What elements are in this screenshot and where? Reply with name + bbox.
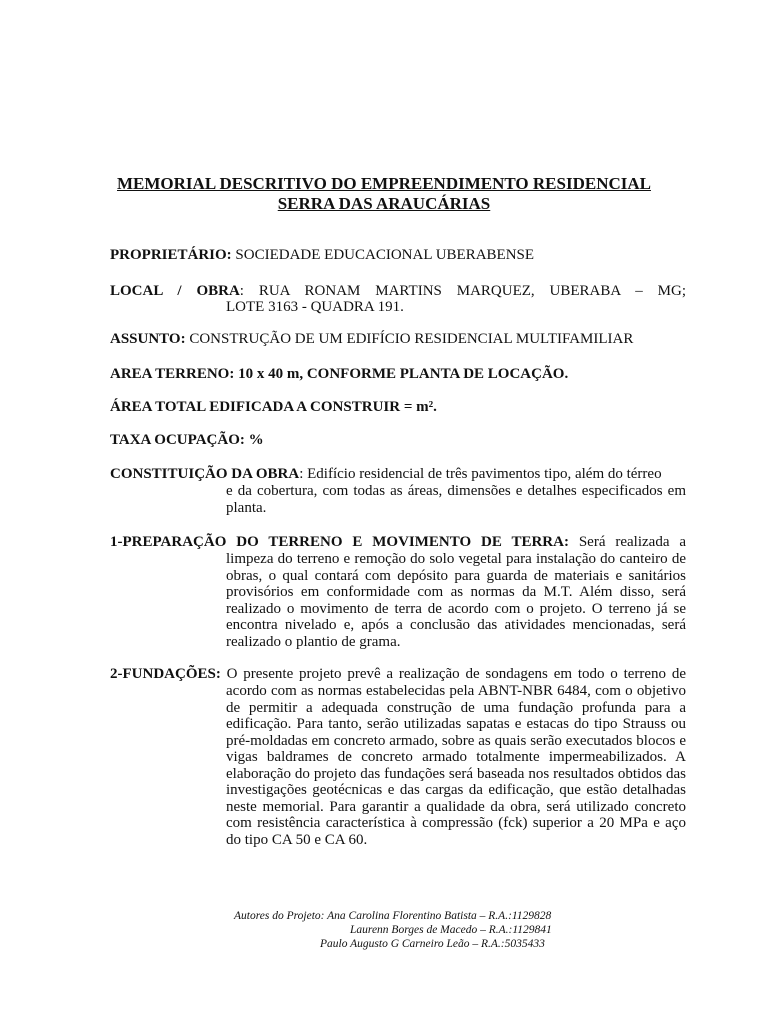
proprietario-value: SOCIEDADE EDUCACIONAL UBERABENSE bbox=[235, 247, 535, 263]
constituicao-body: e da cobertura, com todas as áreas, dimensões e detalhes especificados em planta. bbox=[226, 483, 686, 516]
area-total-edificada: ÁREA TOTAL EDIFICADA A CONSTRUIR = m². bbox=[110, 399, 437, 415]
proprietario-field bbox=[110, 247, 686, 264]
fundacoes-body: acordo com as normas estabelecidas pela ABNT-NBR 6484, com o objetivo de permitir a adequada construção de uma fundação profunda para a edificação. Para tanto, serão utilizadas sapatas e estacas do tipo Strauss ou pré-moldadas em concreto armado, sobre as quais serão executados blocos e vigas baldrames de concreto armado totalmente impermeabilizados. A elaboração do projeto das fundações será baseada nos resultados obtidos das investigações geotécnicas e das cargas da edificação, que estão detalhadas neste memorial. Para garantir a qualidade da obra, será utilizado concreto com resistência característica à compressão (fck) superior a 20 MPa e aço do tipo CA 50 e CA 60. bbox=[226, 683, 686, 848]
fundacoes-first-text: O presente projeto prevê a realização de sondagens em todo o terreno de bbox=[226, 666, 686, 682]
constituicao-first-text: : Edifício residencial de três pavimentos tipo, além do térreo bbox=[299, 466, 662, 482]
local-field bbox=[110, 283, 686, 300]
footer-author-3: Paulo Augusto G Carneiro Leão – R.A.:5035433 bbox=[320, 938, 545, 950]
fundacoes-first-line bbox=[110, 666, 686, 683]
area-terreno: AREA TERRENO: 10 x 40 m, CONFORME PLANTA DE LOCAÇÃO. bbox=[110, 366, 569, 382]
assunto-value: CONSTRUÇÃO DE UM EDIFÍCIO RESIDENCIAL MULTIFAMILIAR bbox=[189, 331, 634, 347]
local-label: LOCAL / OBRA bbox=[110, 283, 240, 299]
preparacao-label: 1-PREPARAÇÃO DO TERRENO E MOVIMENTO DE TERRA: bbox=[110, 534, 569, 550]
local-value-line1: : RUA RONAM MARTINS MARQUEZ, UBERABA – MG; bbox=[239, 283, 686, 299]
local-line1 bbox=[110, 283, 686, 300]
document-title bbox=[90, 174, 678, 214]
local-value-line2: LOTE 3163 - QUADRA 191. bbox=[226, 299, 404, 315]
document-title-line1: MEMORIAL DESCRITIVO DO EMPREENDIMENTO RESIDENCIAL bbox=[117, 174, 651, 193]
constituicao-first-line bbox=[110, 466, 686, 483]
footer-author-1: Autores do Projeto: Ana Carolina Florentino Batista – R.A.:1129828 bbox=[234, 910, 552, 922]
taxa-ocupacao: TAXA OCUPAÇÃO: % bbox=[110, 432, 264, 448]
fundacoes-label: 2-FUNDAÇÕES: bbox=[110, 666, 221, 682]
assunto-field bbox=[110, 331, 686, 348]
constituicao-label: CONSTITUIÇÃO DA OBRA bbox=[110, 466, 300, 482]
proprietario-label: PROPRIETÁRIO: bbox=[110, 247, 232, 263]
document-title-line2: SERRA DAS ARAUCÁRIAS bbox=[277, 194, 491, 213]
preparacao-body: limpeza do terreno e remoção do solo vegetal para instalação do canteiro de obras, o qual contará com depósito para guarda de materiais e sanitários provisórios em conformidade com as normas da M.T. Além disso, será realizado o movimento de terra de acordo com o projeto. O terreno já se encontra nivelado e, após a conclusão das atividades mencionadas, será realizado o plantio de grama. bbox=[226, 551, 686, 650]
preparacao-first-line bbox=[110, 534, 686, 551]
assunto-label: ASSUNTO: bbox=[110, 331, 186, 347]
footer-author-2: Laurenn Borges de Macedo – R.A.:1129841 bbox=[350, 924, 552, 936]
preparacao-first-text: Será realizada a bbox=[578, 534, 687, 550]
